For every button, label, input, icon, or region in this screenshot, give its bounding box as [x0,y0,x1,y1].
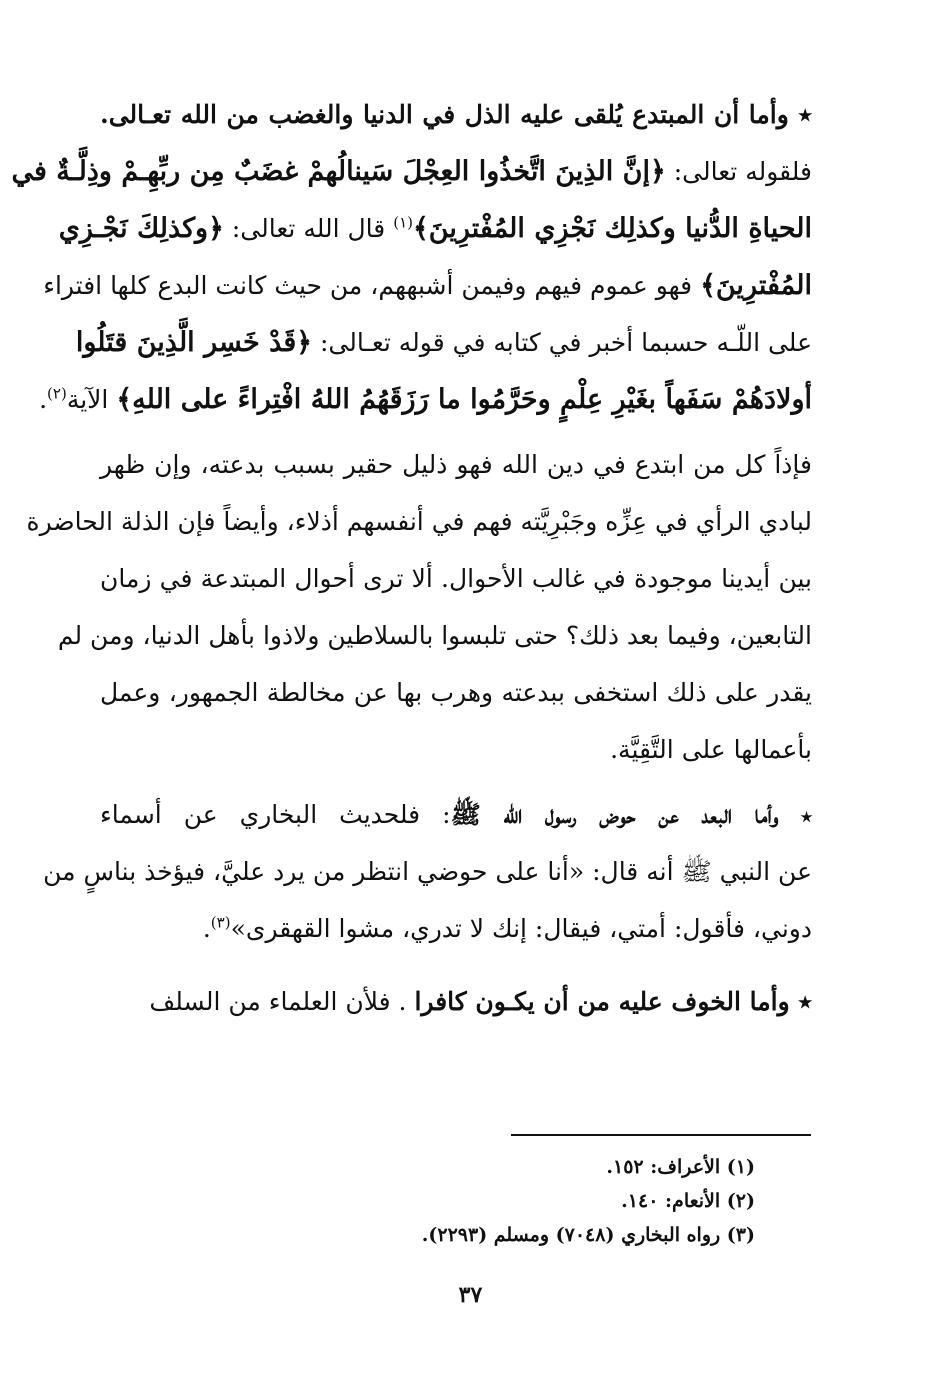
footnote-2: (٢) الأنعام: ١٤٠. [621,1190,755,1212]
bold-heading: ٭ وأما البعد عن حوض رسول الله ﷺ [450,800,813,829]
footnote-ref: (٣) [210,913,231,932]
text-run: لبادي الرأي في عِزِّه وجَبْرِيَّته فهم في أنفسهم أذلاء، وأيضاً فإن الذلة الحاضرة [26,507,812,536]
text-line [100,900,812,957]
paragraph-humiliation [11,86,812,428]
text-line [43,843,812,900]
paragraph-disbelief [100,973,812,1030]
page-number: ٣٧ [458,1282,483,1308]
text-line [57,607,812,664]
text-run: فهو عموم فيهم وفيمن أشبههم، من حيث كانت البدع كلها افتراء [43,271,701,300]
text-line [39,371,812,428]
footnote-ref: (١) [393,213,413,232]
text-run: عن النبي ﷺ أنه قال: «أنا على حوضي انتظر من يرد عليَّ، فيؤخذ بناسٍ من [43,857,812,886]
text-run: : فلحديث البخاري عن أسماء [100,800,451,829]
quran-quote: ﴿قَدْ خَسِر الَّذِينَ قتَلُوا [75,327,313,358]
text-line [100,550,812,607]
text-run: فلقوله تعالى: [665,157,812,186]
footnotes [235,1150,755,1252]
footnote-3: (٣) رواه البخاري (٧٠٤٨) ومسلم (٢٢٩٣). [421,1224,755,1246]
footnote-divider [511,1134,811,1136]
text-line [100,86,812,143]
text-run: يقدر على ذلك استخفى ببدعته وهرب بها عن مخالطة الجمهور، وعمل [100,678,812,707]
text-line [58,200,812,257]
text-run: . فلأن العلماء من السلف [149,987,415,1016]
bold-heading: ٭ وأما الخوف عليه من أن يكـون كافرا [414,987,812,1016]
text-run: قال الله تعالى: [223,214,394,243]
text-line [100,664,812,721]
text-line [100,786,812,843]
paragraph-pond [43,786,813,957]
text-line [100,721,812,778]
quran-quote: المُفْترِينَ﴾ [700,270,812,301]
quran-quote: أولادَهُمْ سَفَهاً بغَيْرِ عِلْمٍ وحَرَّمُوا ما رَزَقَهُمُ اللهُ افْتِراءً على اللهِ﴾ [116,384,812,415]
footnote-1: (١) الأعراف: ١٥٢. [606,1156,755,1178]
quran-quote: الحياةِ الدُّنيا وكذلِك نَجْزِي المُفْترِينَ﴾ [412,213,812,244]
quran-quote: ﴿وكذلِكَ نَجْـزِي [58,213,224,244]
text-line [100,436,812,493]
text-line [75,314,812,371]
text-run: بأعمالها على التَّقِيَّة. [610,735,812,764]
quran-quote: ﴿إنَّ الذِينَ اتَّخذُوا العِجْلَ سَينالُهمْ غضَبٌ مِن ربِّهِـمْ وذِلَّـةٌ في [11,156,666,187]
paragraph-humiliation-explanation [26,436,812,778]
text-line [43,257,812,314]
text-run: . [39,385,48,414]
text-run: الآية [66,385,117,414]
text-run: على اللّـه حسبما أخبر في كتابه في قوله تعـالى: [312,328,812,357]
text-run: التابعين، وفيما بعد ذلك؟ حتى تلبسوا بالسلاطين ولاذوا بأهل الدنيا، ومن لم [57,621,812,650]
footnote-ref: (٢) [47,384,67,403]
text-line [26,493,812,550]
text-line [100,973,812,1030]
text-run: بين أيدينا موجودة في غالب الأحوال. ألا ترى أحوال المبتدعة في زمان [100,564,812,593]
text-run: . [202,914,211,943]
text-run: دوني، فأقول: أمتي، فيقال: إنك لا تدري، مشوا القهقرى» [230,914,812,943]
text-run: فإذاً كل من ابتدع في دين الله فهو ذليل حقير بسبب بدعته، وإن ظهر [100,450,812,479]
bold-heading: ٭ وأما أن المبتدع يُلقى عليه الذل في الدنيا والغضب من الله تعـالى. [100,100,812,129]
text-line [11,143,812,200]
